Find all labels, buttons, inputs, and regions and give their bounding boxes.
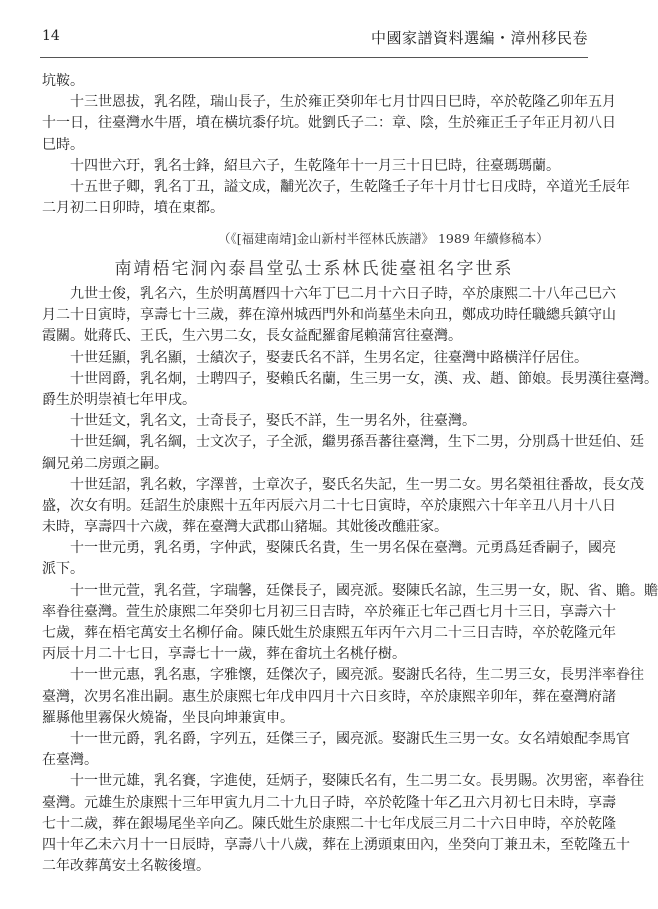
genealogy-section-1 xyxy=(42,71,630,219)
paragraph xyxy=(42,729,630,771)
text-line: 十世廷綱，乳名綱，士文次子，子全派，繼男孫吾蕃往臺灣，生下二男，分別爲十世廷伯、廷 xyxy=(70,434,644,451)
paragraph xyxy=(42,348,588,369)
text-line: 四十年乙未六月十一日辰時，享壽八十八歲，葬在上湧頭東田內，坐癸向丁兼丑未，至乾隆五十 xyxy=(42,836,630,853)
paragraph xyxy=(42,475,644,539)
text-line: 綱兄弟二房頭之嗣。 xyxy=(42,455,168,472)
text-line: 十三世恩拔，乳名陞，瑞山長子，生於雍正癸卯年七月廿四日巳時，卒於乾隆乙卯年五月 xyxy=(70,94,616,111)
paragraph xyxy=(42,156,588,177)
paragraph xyxy=(42,369,658,411)
text-line: 十五世子卿，乳名丁丑，謚文成，黼光次子，生乾隆壬子年十月廿七日戌時，卒道光壬辰年 xyxy=(70,178,630,195)
paragraph xyxy=(42,432,644,474)
text-line: 九世士俊，乳名六，生於明萬曆四十六年丁巳二月十六日子時，卒於康熙二十八年己巳六 xyxy=(70,286,616,302)
text-line: 未時，享壽四十六歲，葬在臺灣大武郡山豬堀。其妣後改醮莊家。 xyxy=(42,519,448,536)
text-line: 二月初二日卯時，墳在東都。 xyxy=(42,200,224,217)
paragraph xyxy=(42,581,658,666)
text-line: 臺灣。元雄生於康熙十三年甲寅九月二十九日子時，卒於乾隆十年乙丑六月初七日未時，享壽 xyxy=(42,794,616,811)
header-divider xyxy=(40,57,588,58)
text-line: 坑鞍。 xyxy=(42,73,84,89)
source-citation: （《[福建南靖]金山新村半徑林氏族譜》 1989 年續修稿本） xyxy=(218,231,549,246)
text-line: 臺灣，次男名准出嗣。惠生於康熙七年戊申四月十六日亥時，卒於康熙辛卯年，葬在臺灣府諸 xyxy=(42,688,616,705)
page-number: 14 xyxy=(42,28,60,44)
text-line: 十世廷詔，乳名敕，字澤普，士章次子，娶氏名失記，生一男二女。男名榮祖往番故，長女茂 xyxy=(70,476,644,493)
text-line: 十世廷顯，乳名顯，士績次子，娶妻氏名不詳，生男名定，往臺灣中路橫洋仔居住。 xyxy=(70,349,588,366)
paragraph xyxy=(42,411,588,432)
paragraph xyxy=(42,665,644,729)
text-line: 十一世元惠，乳名惠，字雅懷，廷傑次子，國亮派。娶謝氏名待，生二男三女，長男泮率眷往 xyxy=(70,667,644,684)
paragraph xyxy=(42,538,616,580)
paragraph xyxy=(42,284,616,348)
text-line: 七歲，葬在梧宅萬安土名柳仔侖。陳氏妣生於康熙五年丙午六月二十三日吉時，卒於乾隆元年 xyxy=(42,625,616,641)
text-line: 率眷往臺灣。萱生於康熙二年癸卯七月初三日吉時，卒於雍正七年己酉七月十三日，享壽六十 xyxy=(42,603,616,620)
text-line: 十一世元勇，乳名勇，字仲武，娶陳氏名貴，生一男名保在臺灣。元勇爲廷香嗣子，國亮 xyxy=(70,540,616,557)
paragraph xyxy=(42,177,630,219)
text-line: 霞關。妣蔣氏、王氏，生六男二女，長女益配羅畬尾賴蒲宮往臺灣。 xyxy=(42,328,462,345)
paragraph xyxy=(42,71,588,92)
text-line: 爵生於明崇禎七年甲戌。 xyxy=(42,391,196,408)
running-book-title: 中國家譜資料選編・漳州移民卷 xyxy=(370,29,588,47)
text-line: 月二十日寅時，享壽七十三歲，葬在漳州城西門外和尚墓坐未向丑，鄭成功時任職總兵鎮守山 xyxy=(42,307,616,324)
genealogy-section-2 xyxy=(42,284,658,877)
text-line: 十世罔爵，乳名炯，士聘四子，娶賴氏名蘭，生三男一女，漢、戎、趙、節娘。長男漢往臺灣。 xyxy=(70,370,658,387)
text-line: 羅縣他里霧保火燒崙，坐艮向坤兼寅申。 xyxy=(42,709,294,726)
text-line: 十四世六玗，乳名士鋒，紹旦六子，生乾隆年十一月三十日巳時，往臺瑪瑪蘭。 xyxy=(70,157,560,174)
text-line: 二年改葬萬安土名鞍後壇。 xyxy=(42,858,210,875)
paragraph xyxy=(42,92,616,156)
text-line: 十一世元雄，乳名賽，字進使，廷炳子，娶陳氏名有，生二男二女。長男賜。次男密，率眷往 xyxy=(70,773,644,790)
text-line: 十世廷文，乳名文，士奇長子，娶氏不詳，生一男名外，往臺灣。 xyxy=(70,413,476,430)
text-line: 丙辰十月二十七日，享壽七十一歲，葬在畬坑土名桃仔樹。 xyxy=(42,646,406,663)
text-line: 派下。 xyxy=(42,561,84,578)
section-title: 南靖梧宅洞內泰昌堂弘士系林氏徙臺祖名字世系 xyxy=(114,259,514,279)
text-line: 七十二歲，葬在銀場尾坐辛向乙。陳氏妣生於康熙二十七年戊辰三月二十六日申時，卒於乾隆 xyxy=(42,815,616,832)
text-line: 巳時。 xyxy=(42,136,84,153)
paragraph xyxy=(42,771,644,877)
text-line: 盛，次女有明。廷詔生於康熙十五年丙辰六月二十七日寅時，卒於康熙六十年辛丑八月十八日 xyxy=(42,497,616,514)
text-line: 十一世元萱，乳名萱，字瑞馨，廷傑長子，國亮派。娶陳氏名諒，生三男一女，貺、省、贍。贍 xyxy=(70,582,658,599)
text-line: 十一世元爵，乳名爵，字列五，廷傑三子，國亮派。娶謝氏生三男一女。女名靖娘配李馬官 xyxy=(70,730,630,747)
text-line: 在臺灣。 xyxy=(42,752,98,769)
text-line: 十一日，往臺灣水牛厝，墳在橫坑黍仔坑。妣劉氏子二：章、陰，生於雍正壬子年正月初八日 xyxy=(42,115,616,132)
